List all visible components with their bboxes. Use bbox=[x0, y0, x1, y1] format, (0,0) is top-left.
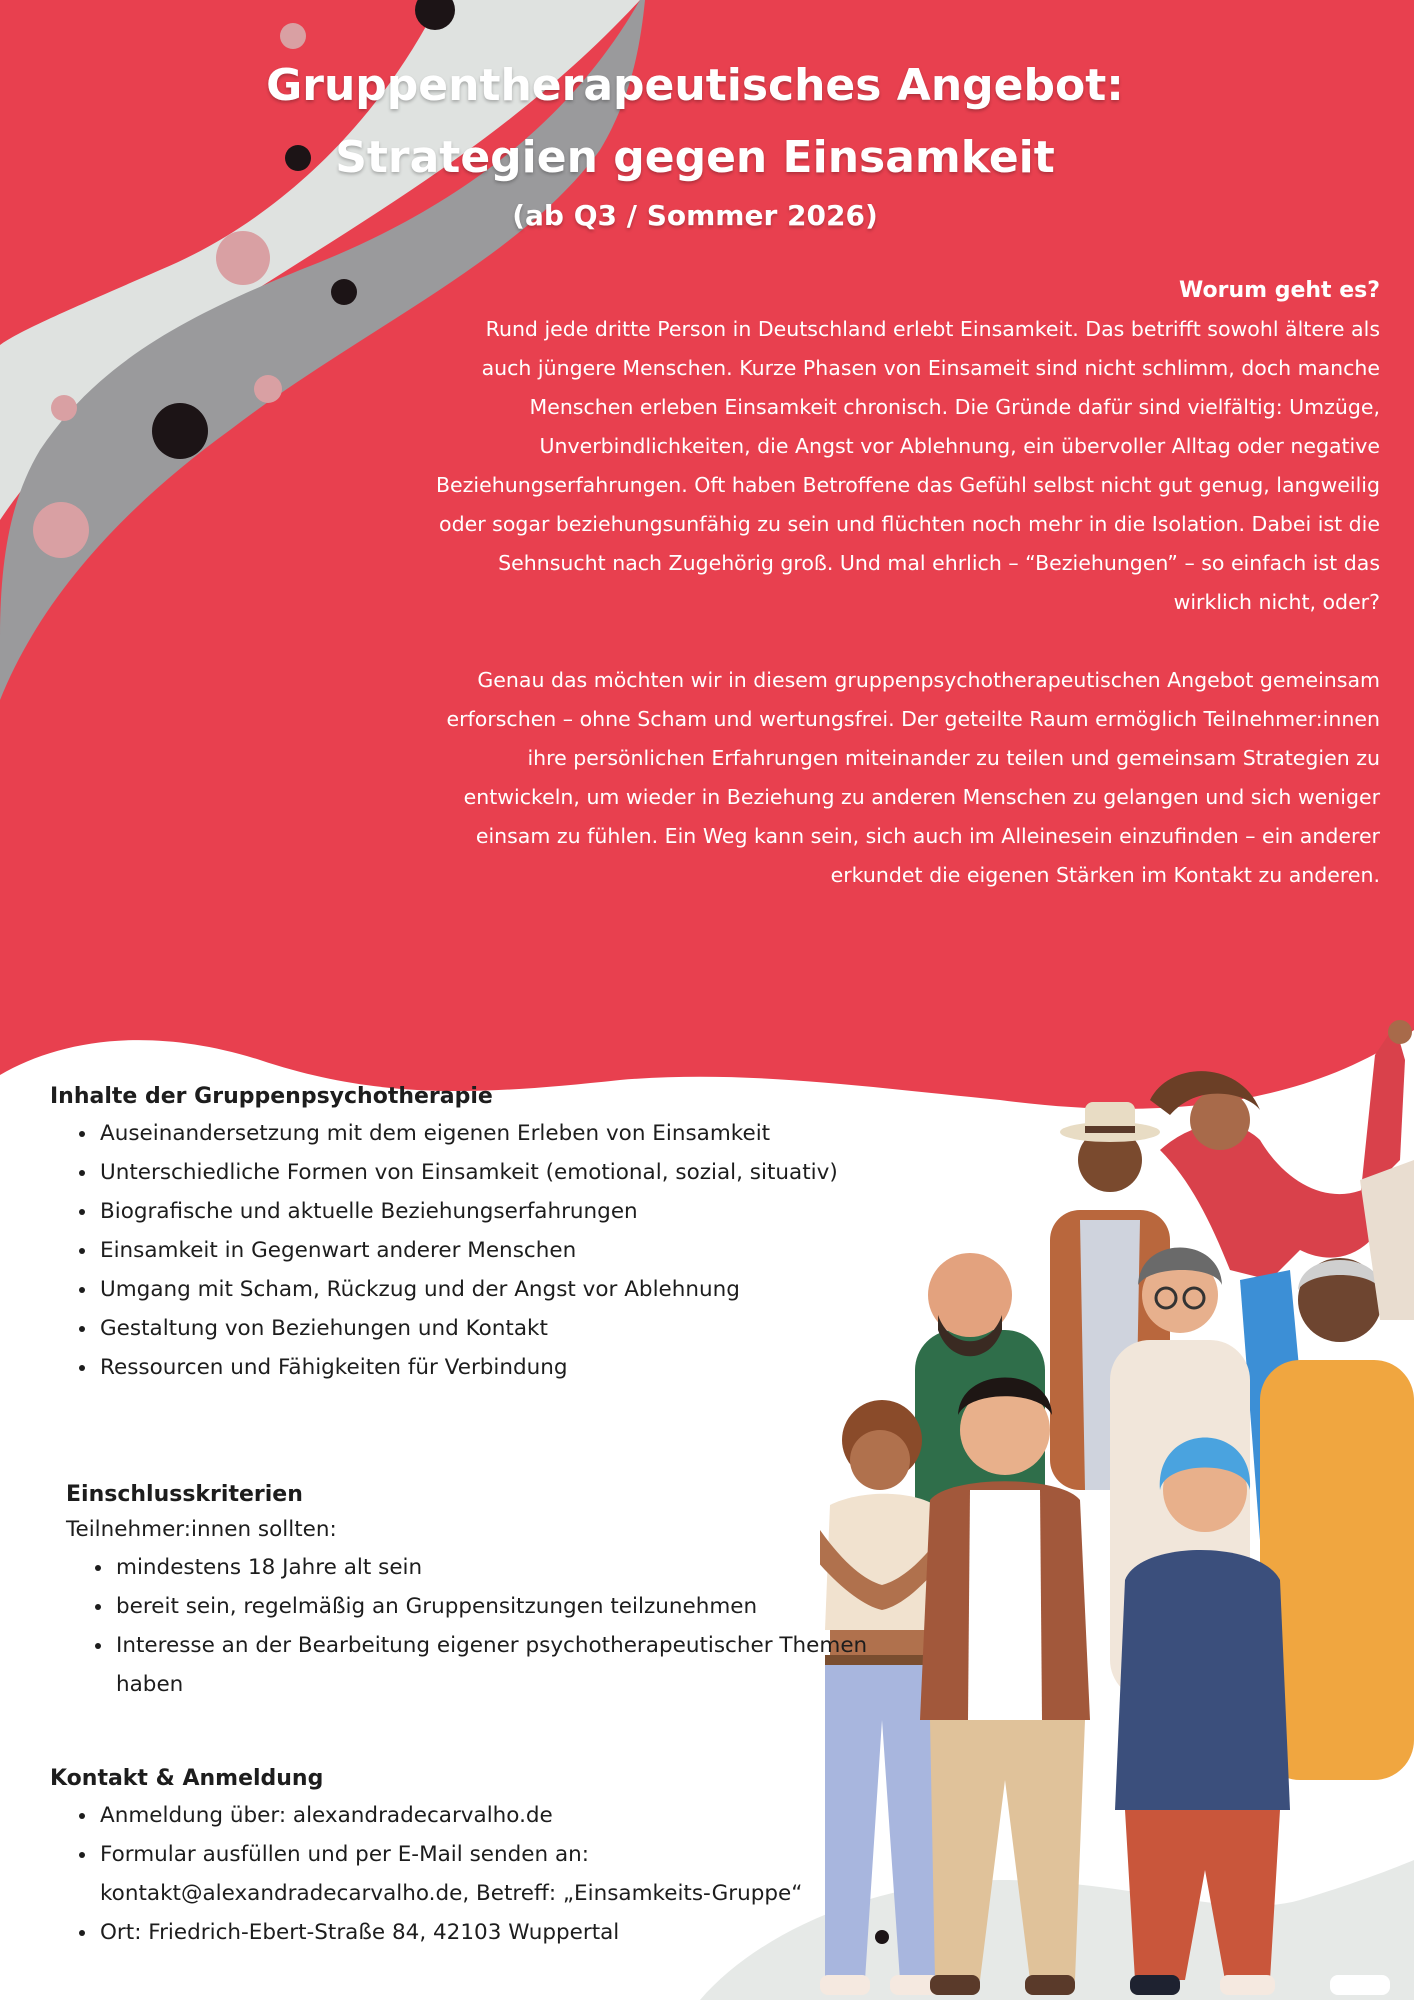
intro-heading: Worum geht es? bbox=[1179, 278, 1380, 303]
content-heading: Inhalte der Gruppenpsychotherapie bbox=[50, 1084, 493, 1109]
list-item: • Biografische und aktuelle Beziehungserfahrungen bbox=[98, 1192, 910, 1231]
contact-email[interactable]: • Formular ausfüllen und per E-Mail senden an: kontakt@alexandradecarvalho.de, Betreff: „Einsamkeits-Gruppe“ bbox=[98, 1835, 928, 1913]
criteria-heading: Einschlusskriterien bbox=[66, 1482, 303, 1507]
list-item: • mindestens 18 Jahre alt sein bbox=[114, 1548, 914, 1587]
contact-list bbox=[50, 1796, 928, 1952]
content-list bbox=[50, 1114, 910, 1387]
decor-dot bbox=[254, 375, 282, 403]
list-item: • Unterschiedliche Formen von Einsamkeit (emotional, sozial, situativ) bbox=[98, 1153, 910, 1192]
criteria-list bbox=[66, 1548, 914, 1704]
contact-website[interactable]: • Anmeldung über: alexandradecarvalho.de bbox=[98, 1796, 928, 1835]
contact-heading: Kontakt & Anmeldung bbox=[50, 1766, 324, 1791]
criteria-intro: Teilnehmer:innen sollten: bbox=[66, 1517, 337, 1542]
decor-dot bbox=[216, 231, 270, 285]
page-subtitle: (ab Q3 / Sommer 2026) bbox=[512, 199, 878, 232]
intro-paragraph-1: Rund jede dritte Person in Deutschland erlebt Einsamkeit. Das betrifft sowohl ältere als auch jüngere Menschen. Kurze Phasen von Einsameit sind nicht schlimm, doch manche Menschen erleben Einsamkeit chronisch. Die Gründe dafür sind vielfältig: Umzüge, Unverbindlichkeiten, die Angst vor Ablehnung, ein übervoller Alltag oder negative Beziehungserfahrungen. Oft haben Betroffene das Gefühl selbst nicht gut genug, langweilig oder sogar beziehungsunfähig zu sein und flüchten noch mehr in die Isolation. Dabei ist die Sehnsucht nach Zugehörig groß. Und mal ehrlich – “Beziehungen” – so einfach ist das wirklich nicht, oder? bbox=[435, 317, 1380, 614]
page-title-line1: Gruppentherapeutisches Angebot: bbox=[266, 60, 1124, 111]
list-item: • Ressourcen und Fähigkeiten für Verbindung bbox=[98, 1348, 910, 1387]
criteria-section bbox=[66, 1478, 916, 1704]
decor-dot bbox=[51, 395, 77, 421]
list-item: • Interesse an der Bearbeitung eigener psychotherapeutischer Themen haben bbox=[114, 1626, 914, 1704]
list-item: • bereit sein, regelmäßig an Gruppensitzungen teilzunehmen bbox=[114, 1587, 914, 1626]
intro-section bbox=[430, 272, 1380, 934]
title-block bbox=[150, 50, 1240, 236]
intro-paragraph-2: Genau das möchten wir in diesem gruppenpsychotherapeutischen Angebot gemeinsam erforschen – ohne Scham und wertungsfrei. Der geteilte Raum ermöglich Teilnehmer:innen ihre persönlichen Erfahrungen miteinander zu teilen und gemeinsam Strategien zu entwickeln, um wieder in Beziehung zu anderen Menschen zu gelangen und sich weniger einsam zu fühlen. Ein Weg kann sein, sich auch im Alleinesein einzufinden – ein anderer erkundet die eigenen Stärken im Kontakt zu anderen. bbox=[446, 668, 1380, 887]
decor-dot bbox=[33, 502, 89, 558]
decor-dot bbox=[152, 403, 208, 459]
contact-address: • Ort: Friedrich-Ebert-Straße 84, 42103 Wuppertal bbox=[98, 1913, 928, 1952]
contact-section bbox=[50, 1762, 910, 1952]
decor-dot bbox=[331, 279, 357, 305]
decor-dot bbox=[280, 23, 306, 49]
list-item: • Gestaltung von Beziehungen und Kontakt bbox=[98, 1309, 910, 1348]
list-item: • Einsamkeit in Gegenwart anderer Menschen bbox=[98, 1231, 910, 1270]
content-section bbox=[50, 1080, 910, 1387]
list-item: • Umgang mit Scham, Rückzug und der Angst vor Ablehnung bbox=[98, 1270, 910, 1309]
page-title-line2: Strategien gegen Einsamkeit bbox=[335, 132, 1055, 183]
list-item: • Auseinandersetzung mit dem eigenen Erleben von Einsamkeit bbox=[98, 1114, 910, 1153]
